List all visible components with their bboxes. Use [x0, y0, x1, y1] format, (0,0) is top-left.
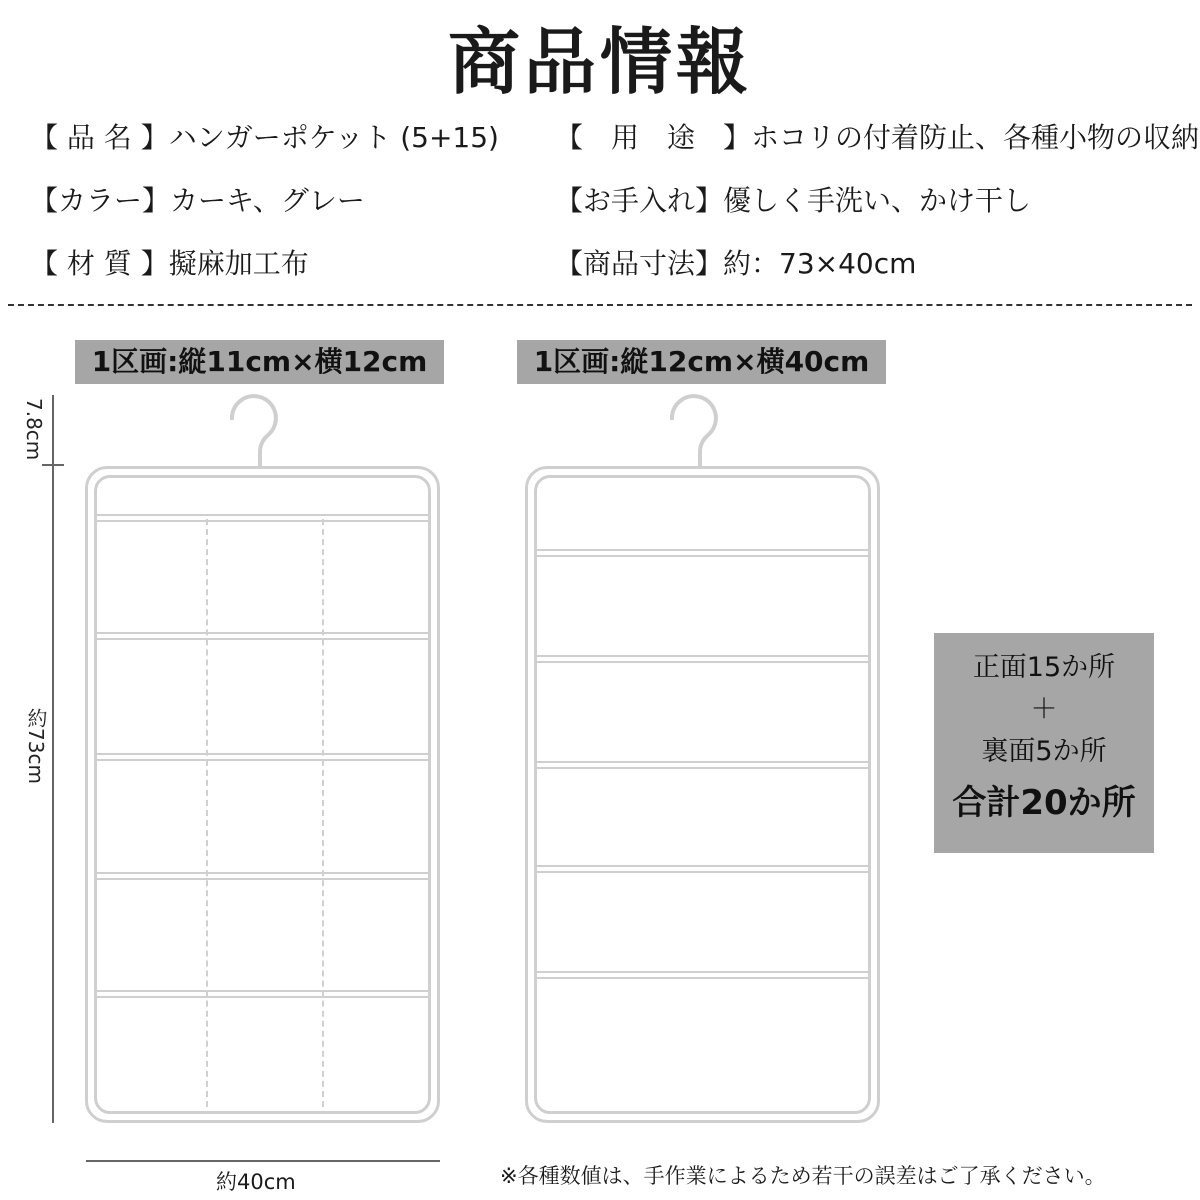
spec-usage: [555, 118, 1199, 158]
left-pocket-divider: [94, 632, 431, 640]
spec-material: [30, 244, 309, 284]
spec-label: 【 材 質 】: [30, 247, 169, 280]
spec-name: [30, 118, 499, 158]
right-pocket-divider: [534, 761, 871, 769]
right-panel-inner-border: [534, 475, 871, 1114]
left-hanger-hook-icon: [220, 390, 290, 474]
left-pocket-divider: [94, 872, 431, 880]
height-dimension-line: [52, 395, 54, 1123]
spec-label: 【 用 途 】: [555, 121, 752, 154]
spec-label: 【お手入れ】: [555, 184, 724, 217]
width-dimension-label: 約40cm: [216, 1170, 296, 1194]
height-dimension-label: 約73cm: [24, 708, 48, 784]
right-pocket-divider: [534, 655, 871, 663]
left-pocket-divider: [94, 753, 431, 761]
right-compartment-tag: 1区画:縦12cm×横40cm: [517, 340, 886, 384]
left-panel-inner-border: [94, 475, 431, 1114]
left-column-seam: [206, 519, 208, 1107]
right-pocket-divider: [534, 865, 871, 873]
total-pocket-count: 合計20か所: [952, 783, 1136, 823]
spec-value: ホコリの付着防止、各種小物の収納: [751, 121, 1200, 154]
dashed-divider: [8, 304, 1192, 306]
spec-value: 優しく手洗い、かけ干し: [723, 184, 1032, 217]
width-dimension-line: [86, 1160, 440, 1162]
spec-care: [555, 181, 1031, 221]
front-pocket-count: 正面15か所: [972, 652, 1116, 683]
page-title: 商品情報: [447, 20, 752, 104]
spec-label: 【カラー】: [30, 184, 171, 217]
pocket-count-badge: [934, 633, 1154, 853]
back-pocket-count: 裏面5か所: [981, 736, 1107, 767]
spec-value: カーキ、グレー: [170, 184, 365, 217]
left-column-seam: [322, 519, 324, 1107]
right-hanger-panel: [525, 466, 880, 1123]
plus-sign: ＋: [1030, 694, 1058, 725]
measurement-disclaimer: ※各種数値は、手作業によるため若干の誤差はご了承ください。: [500, 1164, 1106, 1188]
left-hanger-panel: [85, 466, 440, 1123]
spec-value: 擬麻加工布: [168, 247, 309, 280]
spec-size: [555, 244, 916, 284]
spec-color: [30, 181, 365, 221]
height-dimension-tick: [42, 464, 64, 466]
left-compartment-tag: 1区画:縦11cm×横12cm: [75, 340, 444, 384]
right-pocket-divider: [534, 971, 871, 979]
spec-value: ハンガーポケット (5+15): [168, 121, 499, 154]
left-pocket-divider: [94, 990, 431, 998]
spec-label: 【 品 名 】: [30, 121, 169, 154]
spec-value: 約：73×40cm: [723, 247, 917, 280]
spec-label: 【商品寸法】: [555, 247, 724, 280]
right-pocket-divider: [534, 549, 871, 557]
right-hanger-hook-icon: [660, 390, 730, 474]
left-pocket-divider: [94, 514, 431, 522]
top-dimension-label: 7.8cm: [22, 398, 46, 461]
